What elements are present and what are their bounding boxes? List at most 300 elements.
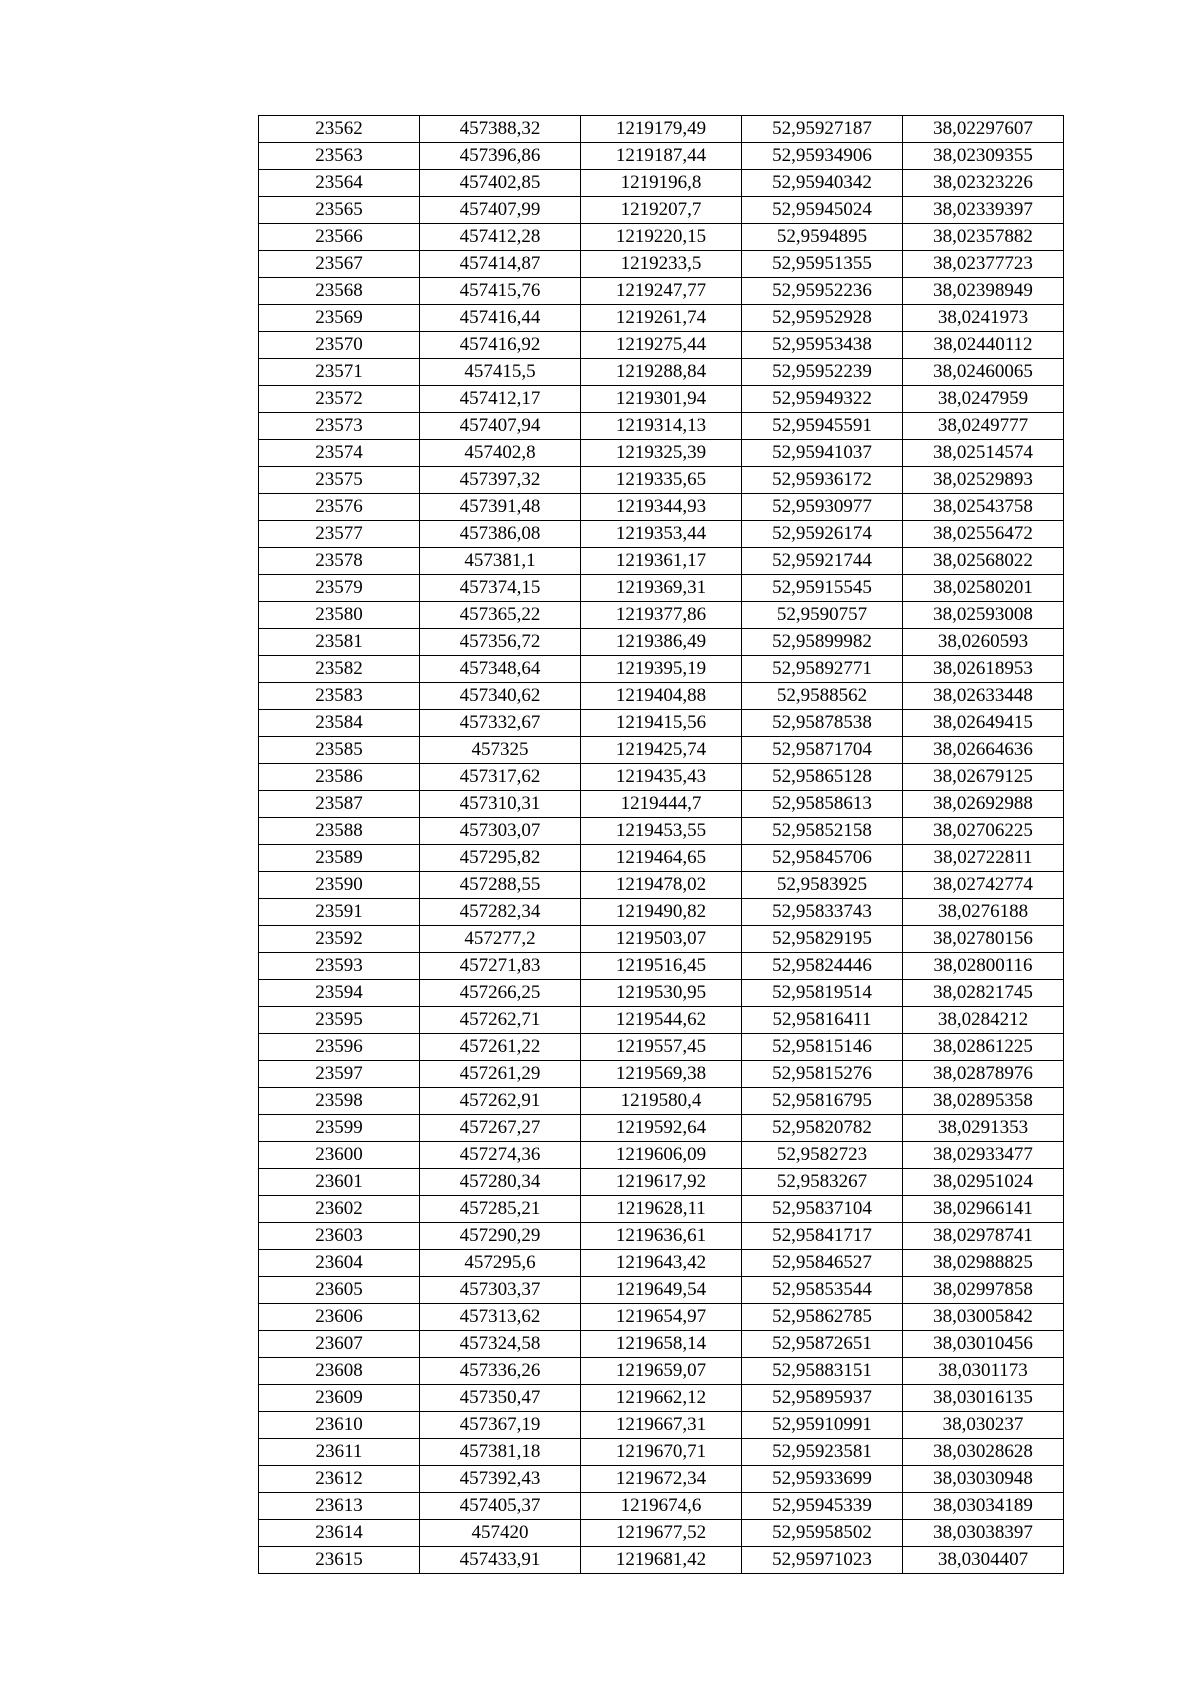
longitude-cell: 38,02988825 — [903, 1250, 1064, 1277]
point-number-cell: 23609 — [259, 1385, 420, 1412]
table-row — [259, 332, 1064, 359]
y-coordinate-cell: 1219233,5 — [581, 251, 742, 278]
table-row — [259, 683, 1064, 710]
point-number-cell: 23578 — [259, 548, 420, 575]
table-row — [259, 629, 1064, 656]
table-row — [259, 1331, 1064, 1358]
y-coordinate-cell: 1219672,34 — [581, 1466, 742, 1493]
table-row — [259, 440, 1064, 467]
latitude-cell: 52,95953438 — [742, 332, 903, 359]
longitude-cell: 38,02543758 — [903, 494, 1064, 521]
table-row — [259, 1196, 1064, 1223]
y-coordinate-cell: 1219353,44 — [581, 521, 742, 548]
y-coordinate-cell: 1219404,88 — [581, 683, 742, 710]
point-number-cell: 23605 — [259, 1277, 420, 1304]
x-coordinate-cell: 457396,86 — [420, 143, 581, 170]
x-coordinate-cell: 457271,83 — [420, 953, 581, 980]
y-coordinate-cell: 1219288,84 — [581, 359, 742, 386]
longitude-cell: 38,02878976 — [903, 1061, 1064, 1088]
table-row — [259, 521, 1064, 548]
y-coordinate-cell: 1219667,31 — [581, 1412, 742, 1439]
point-number-cell: 23601 — [259, 1169, 420, 1196]
y-coordinate-cell: 1219580,4 — [581, 1088, 742, 1115]
latitude-cell: 52,95883151 — [742, 1358, 903, 1385]
x-coordinate-cell: 457415,5 — [420, 359, 581, 386]
x-coordinate-cell: 457414,87 — [420, 251, 581, 278]
x-coordinate-cell: 457433,91 — [420, 1547, 581, 1574]
latitude-cell: 52,9583925 — [742, 872, 903, 899]
point-number-cell: 23600 — [259, 1142, 420, 1169]
table-row — [259, 197, 1064, 224]
latitude-cell: 52,95837104 — [742, 1196, 903, 1223]
x-coordinate-cell: 457336,26 — [420, 1358, 581, 1385]
longitude-cell: 38,030237 — [903, 1412, 1064, 1439]
y-coordinate-cell: 1219503,07 — [581, 926, 742, 953]
point-number-cell: 23608 — [259, 1358, 420, 1385]
y-coordinate-cell: 1219606,09 — [581, 1142, 742, 1169]
longitude-cell: 38,0291353 — [903, 1115, 1064, 1142]
longitude-cell: 38,02997858 — [903, 1277, 1064, 1304]
x-coordinate-cell: 457262,71 — [420, 1007, 581, 1034]
x-coordinate-cell: 457313,62 — [420, 1304, 581, 1331]
y-coordinate-cell: 1219677,52 — [581, 1520, 742, 1547]
latitude-cell: 52,95952928 — [742, 305, 903, 332]
x-coordinate-cell: 457295,6 — [420, 1250, 581, 1277]
y-coordinate-cell: 1219435,43 — [581, 764, 742, 791]
y-coordinate-cell: 1219544,62 — [581, 1007, 742, 1034]
x-coordinate-cell: 457388,32 — [420, 116, 581, 143]
x-coordinate-cell: 457285,21 — [420, 1196, 581, 1223]
point-number-cell: 23602 — [259, 1196, 420, 1223]
table-row — [259, 359, 1064, 386]
longitude-cell: 38,02440112 — [903, 332, 1064, 359]
table-row — [259, 710, 1064, 737]
x-coordinate-cell: 457386,08 — [420, 521, 581, 548]
y-coordinate-cell: 1219636,61 — [581, 1223, 742, 1250]
y-coordinate-cell: 1219654,97 — [581, 1304, 742, 1331]
y-coordinate-cell: 1219670,71 — [581, 1439, 742, 1466]
point-number-cell: 23610 — [259, 1412, 420, 1439]
latitude-cell: 52,95824446 — [742, 953, 903, 980]
x-coordinate-cell: 457405,37 — [420, 1493, 581, 1520]
latitude-cell: 52,95815146 — [742, 1034, 903, 1061]
point-number-cell: 23607 — [259, 1331, 420, 1358]
table-row — [259, 278, 1064, 305]
longitude-cell: 38,02649415 — [903, 710, 1064, 737]
table-row — [259, 548, 1064, 575]
latitude-cell: 52,95852158 — [742, 818, 903, 845]
point-number-cell: 23564 — [259, 170, 420, 197]
x-coordinate-cell: 457381,18 — [420, 1439, 581, 1466]
longitude-cell: 38,02742774 — [903, 872, 1064, 899]
point-number-cell: 23570 — [259, 332, 420, 359]
point-number-cell: 23595 — [259, 1007, 420, 1034]
longitude-cell: 38,03016135 — [903, 1385, 1064, 1412]
y-coordinate-cell: 1219425,74 — [581, 737, 742, 764]
longitude-cell: 38,02357882 — [903, 224, 1064, 251]
x-coordinate-cell: 457277,2 — [420, 926, 581, 953]
x-coordinate-cell: 457416,92 — [420, 332, 581, 359]
point-number-cell: 23583 — [259, 683, 420, 710]
longitude-cell: 38,0284212 — [903, 1007, 1064, 1034]
latitude-cell: 52,95895937 — [742, 1385, 903, 1412]
x-coordinate-cell: 457402,8 — [420, 440, 581, 467]
latitude-cell: 52,95930977 — [742, 494, 903, 521]
point-number-cell: 23591 — [259, 899, 420, 926]
table-row — [259, 467, 1064, 494]
point-number-cell: 23577 — [259, 521, 420, 548]
table-row — [259, 1520, 1064, 1547]
longitude-cell: 38,02722811 — [903, 845, 1064, 872]
longitude-cell: 38,02951024 — [903, 1169, 1064, 1196]
y-coordinate-cell: 1219377,86 — [581, 602, 742, 629]
y-coordinate-cell: 1219628,11 — [581, 1196, 742, 1223]
point-number-cell: 23565 — [259, 197, 420, 224]
y-coordinate-cell: 1219464,65 — [581, 845, 742, 872]
longitude-cell: 38,02706225 — [903, 818, 1064, 845]
table-row — [259, 1142, 1064, 1169]
y-coordinate-cell: 1219314,13 — [581, 413, 742, 440]
y-coordinate-cell: 1219674,6 — [581, 1493, 742, 1520]
point-number-cell: 23574 — [259, 440, 420, 467]
latitude-cell: 52,95815276 — [742, 1061, 903, 1088]
x-coordinate-cell: 457402,85 — [420, 170, 581, 197]
latitude-cell: 52,95858613 — [742, 791, 903, 818]
latitude-cell: 52,95923581 — [742, 1439, 903, 1466]
table-row — [259, 656, 1064, 683]
latitude-cell: 52,95958502 — [742, 1520, 903, 1547]
longitude-cell: 38,0301173 — [903, 1358, 1064, 1385]
table-row — [259, 1169, 1064, 1196]
y-coordinate-cell: 1219275,44 — [581, 332, 742, 359]
y-coordinate-cell: 1219658,14 — [581, 1331, 742, 1358]
table-row — [259, 1385, 1064, 1412]
table-row — [259, 791, 1064, 818]
y-coordinate-cell: 1219478,02 — [581, 872, 742, 899]
table-row — [259, 1493, 1064, 1520]
latitude-cell: 52,95899982 — [742, 629, 903, 656]
table-row — [259, 251, 1064, 278]
latitude-cell: 52,95845706 — [742, 845, 903, 872]
longitude-cell: 38,02821745 — [903, 980, 1064, 1007]
longitude-cell: 38,0247959 — [903, 386, 1064, 413]
latitude-cell: 52,9594895 — [742, 224, 903, 251]
x-coordinate-cell: 457381,1 — [420, 548, 581, 575]
table-row — [259, 143, 1064, 170]
table-row — [259, 953, 1064, 980]
longitude-cell: 38,02297607 — [903, 116, 1064, 143]
latitude-cell: 52,95927187 — [742, 116, 903, 143]
y-coordinate-cell: 1219196,8 — [581, 170, 742, 197]
y-coordinate-cell: 1219220,15 — [581, 224, 742, 251]
y-coordinate-cell: 1219369,31 — [581, 575, 742, 602]
point-number-cell: 23568 — [259, 278, 420, 305]
longitude-cell: 38,02618953 — [903, 656, 1064, 683]
longitude-cell: 38,03005842 — [903, 1304, 1064, 1331]
longitude-cell: 38,02529893 — [903, 467, 1064, 494]
point-number-cell: 23584 — [259, 710, 420, 737]
x-coordinate-cell: 457397,32 — [420, 467, 581, 494]
x-coordinate-cell: 457295,82 — [420, 845, 581, 872]
latitude-cell: 52,95945024 — [742, 197, 903, 224]
table-row — [259, 1250, 1064, 1277]
y-coordinate-cell: 1219569,38 — [581, 1061, 742, 1088]
y-coordinate-cell: 1219592,64 — [581, 1115, 742, 1142]
longitude-cell: 38,0241973 — [903, 305, 1064, 332]
latitude-cell: 52,95952239 — [742, 359, 903, 386]
table-row — [259, 170, 1064, 197]
longitude-cell: 38,0304407 — [903, 1547, 1064, 1574]
point-number-cell: 23573 — [259, 413, 420, 440]
y-coordinate-cell: 1219395,19 — [581, 656, 742, 683]
table-row — [259, 818, 1064, 845]
point-number-cell: 23587 — [259, 791, 420, 818]
table-row — [259, 1034, 1064, 1061]
longitude-cell: 38,02780156 — [903, 926, 1064, 953]
x-coordinate-cell: 457303,07 — [420, 818, 581, 845]
point-number-cell: 23614 — [259, 1520, 420, 1547]
x-coordinate-cell: 457350,47 — [420, 1385, 581, 1412]
table-row — [259, 1115, 1064, 1142]
table-row — [259, 872, 1064, 899]
x-coordinate-cell: 457407,99 — [420, 197, 581, 224]
y-coordinate-cell: 1219530,95 — [581, 980, 742, 1007]
latitude-cell: 52,95971023 — [742, 1547, 903, 1574]
point-number-cell: 23590 — [259, 872, 420, 899]
longitude-cell: 38,02398949 — [903, 278, 1064, 305]
latitude-cell: 52,95949322 — [742, 386, 903, 413]
longitude-cell: 38,02580201 — [903, 575, 1064, 602]
latitude-cell: 52,95915545 — [742, 575, 903, 602]
x-coordinate-cell: 457261,29 — [420, 1061, 581, 1088]
latitude-cell: 52,95945339 — [742, 1493, 903, 1520]
longitude-cell: 38,02593008 — [903, 602, 1064, 629]
table-row — [259, 926, 1064, 953]
x-coordinate-cell: 457412,28 — [420, 224, 581, 251]
y-coordinate-cell: 1219516,45 — [581, 953, 742, 980]
latitude-cell: 52,95862785 — [742, 1304, 903, 1331]
table-row — [259, 737, 1064, 764]
x-coordinate-cell: 457420 — [420, 1520, 581, 1547]
longitude-cell: 38,02568022 — [903, 548, 1064, 575]
latitude-cell: 52,95872651 — [742, 1331, 903, 1358]
point-number-cell: 23581 — [259, 629, 420, 656]
longitude-cell: 38,02323226 — [903, 170, 1064, 197]
x-coordinate-cell: 457391,48 — [420, 494, 581, 521]
y-coordinate-cell: 1219643,42 — [581, 1250, 742, 1277]
point-number-cell: 23585 — [259, 737, 420, 764]
y-coordinate-cell: 1219617,92 — [581, 1169, 742, 1196]
y-coordinate-cell: 1219453,55 — [581, 818, 742, 845]
x-coordinate-cell: 457412,17 — [420, 386, 581, 413]
coordinates-table-body — [259, 116, 1064, 1574]
point-number-cell: 23582 — [259, 656, 420, 683]
y-coordinate-cell: 1219415,56 — [581, 710, 742, 737]
latitude-cell: 52,95871704 — [742, 737, 903, 764]
x-coordinate-cell: 457367,19 — [420, 1412, 581, 1439]
point-number-cell: 23562 — [259, 116, 420, 143]
y-coordinate-cell: 1219247,77 — [581, 278, 742, 305]
x-coordinate-cell: 457416,44 — [420, 305, 581, 332]
longitude-cell: 38,02514574 — [903, 440, 1064, 467]
point-number-cell: 23572 — [259, 386, 420, 413]
x-coordinate-cell: 457303,37 — [420, 1277, 581, 1304]
x-coordinate-cell: 457282,34 — [420, 899, 581, 926]
x-coordinate-cell: 457365,22 — [420, 602, 581, 629]
table-row — [259, 602, 1064, 629]
longitude-cell: 38,02692988 — [903, 791, 1064, 818]
table-row — [259, 1304, 1064, 1331]
latitude-cell: 52,95952236 — [742, 278, 903, 305]
x-coordinate-cell: 457348,64 — [420, 656, 581, 683]
point-number-cell: 23586 — [259, 764, 420, 791]
table-row — [259, 575, 1064, 602]
point-number-cell: 23606 — [259, 1304, 420, 1331]
point-number-cell: 23612 — [259, 1466, 420, 1493]
point-number-cell: 23594 — [259, 980, 420, 1007]
longitude-cell: 38,03010456 — [903, 1331, 1064, 1358]
table-row — [259, 386, 1064, 413]
table-row — [259, 1439, 1064, 1466]
latitude-cell: 52,95816411 — [742, 1007, 903, 1034]
point-number-cell: 23593 — [259, 953, 420, 980]
table-row — [259, 1007, 1064, 1034]
table-row — [259, 305, 1064, 332]
x-coordinate-cell: 457356,72 — [420, 629, 581, 656]
y-coordinate-cell: 1219361,17 — [581, 548, 742, 575]
y-coordinate-cell: 1219557,45 — [581, 1034, 742, 1061]
longitude-cell: 38,02339397 — [903, 197, 1064, 224]
y-coordinate-cell: 1219179,49 — [581, 116, 742, 143]
latitude-cell: 52,9582723 — [742, 1142, 903, 1169]
longitude-cell: 38,02895358 — [903, 1088, 1064, 1115]
latitude-cell: 52,95910991 — [742, 1412, 903, 1439]
point-number-cell: 23592 — [259, 926, 420, 953]
x-coordinate-cell: 457290,29 — [420, 1223, 581, 1250]
latitude-cell: 52,95945591 — [742, 413, 903, 440]
y-coordinate-cell: 1219335,65 — [581, 467, 742, 494]
y-coordinate-cell: 1219207,7 — [581, 197, 742, 224]
latitude-cell: 52,9583267 — [742, 1169, 903, 1196]
point-number-cell: 23599 — [259, 1115, 420, 1142]
longitude-cell: 38,03038397 — [903, 1520, 1064, 1547]
y-coordinate-cell: 1219490,82 — [581, 899, 742, 926]
x-coordinate-cell: 457288,55 — [420, 872, 581, 899]
latitude-cell: 52,95892771 — [742, 656, 903, 683]
table-row — [259, 1358, 1064, 1385]
latitude-cell: 52,95846527 — [742, 1250, 903, 1277]
longitude-cell: 38,0260593 — [903, 629, 1064, 656]
table-row — [259, 1547, 1064, 1574]
latitude-cell: 52,95951355 — [742, 251, 903, 278]
latitude-cell: 52,95816795 — [742, 1088, 903, 1115]
x-coordinate-cell: 457274,36 — [420, 1142, 581, 1169]
latitude-cell: 52,95936172 — [742, 467, 903, 494]
latitude-cell: 52,95934906 — [742, 143, 903, 170]
x-coordinate-cell: 457407,94 — [420, 413, 581, 440]
longitude-cell: 38,0276188 — [903, 899, 1064, 926]
y-coordinate-cell: 1219386,49 — [581, 629, 742, 656]
point-number-cell: 23563 — [259, 143, 420, 170]
y-coordinate-cell: 1219344,93 — [581, 494, 742, 521]
point-number-cell: 23569 — [259, 305, 420, 332]
point-number-cell: 23567 — [259, 251, 420, 278]
y-coordinate-cell: 1219187,44 — [581, 143, 742, 170]
table-row — [259, 494, 1064, 521]
latitude-cell: 52,95853544 — [742, 1277, 903, 1304]
x-coordinate-cell: 457280,34 — [420, 1169, 581, 1196]
table-row — [259, 845, 1064, 872]
longitude-cell: 38,02309355 — [903, 143, 1064, 170]
y-coordinate-cell: 1219662,12 — [581, 1385, 742, 1412]
y-coordinate-cell: 1219444,7 — [581, 791, 742, 818]
longitude-cell: 38,02861225 — [903, 1034, 1064, 1061]
longitude-cell: 38,02556472 — [903, 521, 1064, 548]
y-coordinate-cell: 1219301,94 — [581, 386, 742, 413]
table-row — [259, 1412, 1064, 1439]
point-number-cell: 23613 — [259, 1493, 420, 1520]
x-coordinate-cell: 457374,15 — [420, 575, 581, 602]
table-row — [259, 1223, 1064, 1250]
point-number-cell: 23589 — [259, 845, 420, 872]
latitude-cell: 52,9588562 — [742, 683, 903, 710]
x-coordinate-cell: 457324,58 — [420, 1331, 581, 1358]
table-row — [259, 899, 1064, 926]
longitude-cell: 38,03028628 — [903, 1439, 1064, 1466]
latitude-cell: 52,95833743 — [742, 899, 903, 926]
y-coordinate-cell: 1219325,39 — [581, 440, 742, 467]
longitude-cell: 38,02966141 — [903, 1196, 1064, 1223]
point-number-cell: 23603 — [259, 1223, 420, 1250]
table-row — [259, 116, 1064, 143]
longitude-cell: 38,02460065 — [903, 359, 1064, 386]
x-coordinate-cell: 457415,76 — [420, 278, 581, 305]
table-row — [259, 980, 1064, 1007]
x-coordinate-cell: 457267,27 — [420, 1115, 581, 1142]
x-coordinate-cell: 457310,31 — [420, 791, 581, 818]
table-row — [259, 764, 1064, 791]
y-coordinate-cell: 1219261,74 — [581, 305, 742, 332]
point-number-cell: 23571 — [259, 359, 420, 386]
point-number-cell: 23611 — [259, 1439, 420, 1466]
longitude-cell: 38,02933477 — [903, 1142, 1064, 1169]
table-row — [259, 224, 1064, 251]
point-number-cell: 23604 — [259, 1250, 420, 1277]
table-row — [259, 1088, 1064, 1115]
latitude-cell: 52,95819514 — [742, 980, 903, 1007]
longitude-cell: 38,03034189 — [903, 1493, 1064, 1520]
point-number-cell: 23596 — [259, 1034, 420, 1061]
x-coordinate-cell: 457266,25 — [420, 980, 581, 1007]
point-number-cell: 23588 — [259, 818, 420, 845]
table-row — [259, 1466, 1064, 1493]
latitude-cell: 52,95921744 — [742, 548, 903, 575]
latitude-cell: 52,95940342 — [742, 170, 903, 197]
point-number-cell: 23597 — [259, 1061, 420, 1088]
point-number-cell: 23598 — [259, 1088, 420, 1115]
latitude-cell: 52,95926174 — [742, 521, 903, 548]
table-row — [259, 1061, 1064, 1088]
coordinates-table — [258, 115, 1064, 1574]
x-coordinate-cell: 457262,91 — [420, 1088, 581, 1115]
latitude-cell: 52,95841717 — [742, 1223, 903, 1250]
x-coordinate-cell: 457317,62 — [420, 764, 581, 791]
latitude-cell: 52,95829195 — [742, 926, 903, 953]
latitude-cell: 52,95878538 — [742, 710, 903, 737]
x-coordinate-cell: 457340,62 — [420, 683, 581, 710]
longitude-cell: 38,02978741 — [903, 1223, 1064, 1250]
x-coordinate-cell: 457261,22 — [420, 1034, 581, 1061]
